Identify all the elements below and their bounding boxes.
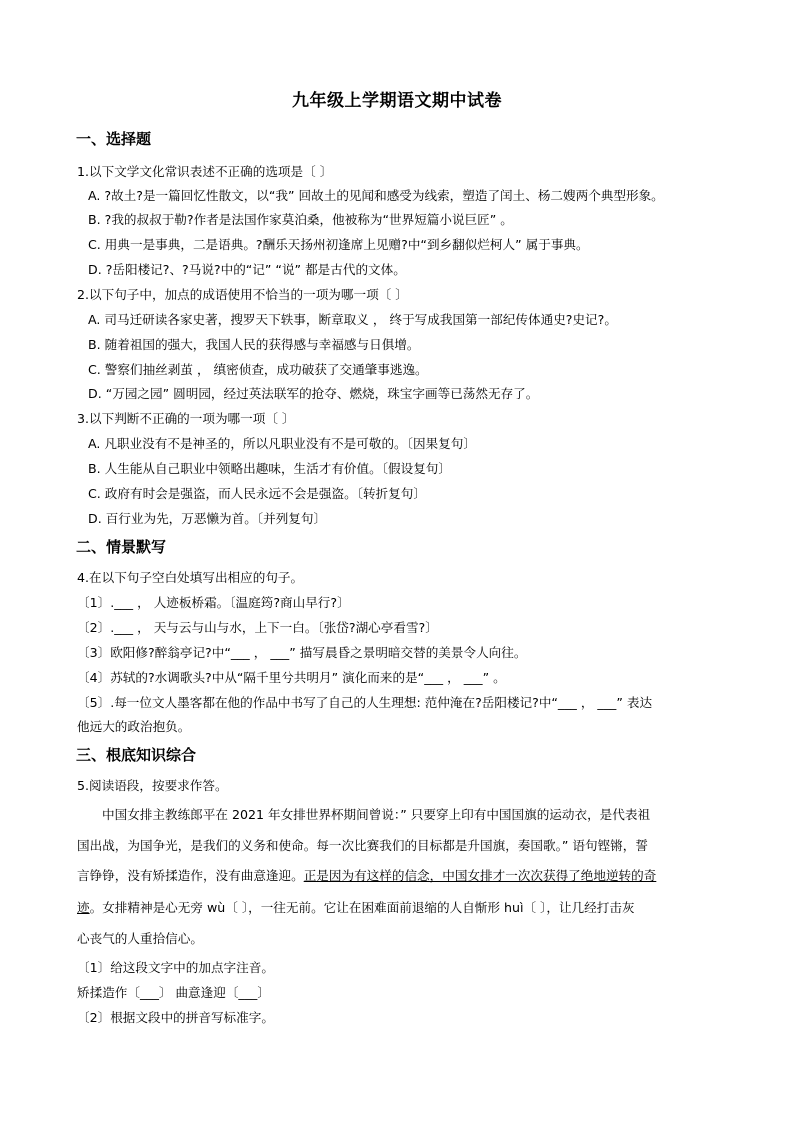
- passage-underlined-sentence: 正是因为有这样的信念，中国女排才一次次获得了绝地逆转的奇: [303, 868, 657, 883]
- question-3-option-a: A. 凡职业没有不是神圣的，所以凡职业没有不是可敬的。〔因果复句〕: [88, 436, 476, 451]
- section-heading-recitation: 二、情景默写: [76, 538, 167, 556]
- passage-line-3: [77, 868, 656, 884]
- question-1-option-d: D. ?岳阳楼记?、?马说?中的“记” “说” 都是古代的文体。: [88, 262, 406, 277]
- question-1-stem: 1.以下文学文化常识表述不正确的选项是〔 〕: [77, 164, 333, 179]
- question-3-option-d: D. 百行业为先，万恶懒为首。〔并列复句〕: [88, 511, 327, 526]
- question-4-item-2: 〔2〕.___ ， 天与云与山与水，上下一白。〔张岱?湖心亭看雪?〕: [77, 620, 438, 635]
- question-2-option-a: A. 司马迁研读各家史著，搜罗天下轶事，断章取义 ， 终于写成我国第一部纪传体通史?史记?。: [88, 312, 617, 327]
- question-3-option-c: C. 政府有时会是强盗，而人民永远不会是强盗。〔转折复句〕: [88, 486, 426, 501]
- passage-line-4-plain: 。女排精神是心无旁 wù〔 〕，一往无前。它让在困难面前退缩的人自惭形 huì〔 〕，让几经打击灰: [89, 900, 635, 915]
- question-3-option-b: B. 人生能从自己职业中领略出趣味，生活才有价值。〔假设复句〕: [88, 461, 451, 476]
- question-5-sub-2: 〔2〕根据文段中的拼音写标准字。: [77, 1010, 274, 1025]
- question-5-sub-1-answers: 矫揉造作〔___〕 曲意逢迎〔___〕: [77, 985, 270, 1000]
- question-2-option-d: D. “万园之园” 圆明园，经过英法联军的抢夺、燃烧，珠宝字画等已荡然无存了。: [88, 386, 539, 401]
- passage-line-1: 中国女排主教练郎平在 2021 年女排世界杯期间曾说：” 只要穿上印有中国国旗的运动衣，是代表祖: [102, 807, 651, 822]
- question-4-stem: 4.在以下句子空白处填写出相应的句子。: [77, 570, 304, 585]
- question-1-option-a: A. ?故土?是一篇回忆性散文，以“我” 回故土的见闻和感受为线索，塑造了闰土、杨二嫂两个典型形象。: [88, 188, 664, 203]
- section-heading-knowledge: 三、根底知识综合: [76, 746, 197, 764]
- question-5-stem: 5.阅读语段，按要求作答。: [77, 778, 228, 793]
- question-2-option-b: B. 随着祖国的强大，我国人民的获得感与幸福感与日俱增。: [88, 337, 420, 352]
- question-3-stem: 3.以下判断不正确的一项为哪一项〔 〕: [77, 411, 295, 426]
- question-1-option-b: B. ?我的叔叔于勒?作者是法国作家莫泊桑，他被称为“世界短篇小说巨匠” 。: [88, 212, 513, 227]
- passage-underlined-end: 迹: [77, 900, 90, 915]
- passage-line-2: 国出战，为国争光，是我们的义务和使命。每一次比赛我们的目标都是升国旗，奏国歌。” 语句铿锵，誓: [77, 838, 648, 853]
- question-1-option-c: C. 用典一是事典，二是语典。?酬乐天扬州初逢席上见赠?中“到乡翻似烂柯人” 属于事典。: [88, 237, 589, 252]
- section-heading-choice: 一、选择题: [76, 130, 152, 148]
- question-4-item-3: 〔3〕欧阳修?醉翁亭记?中“___ ， ___” 描写晨昏之景明暗交替的美景令人向往。: [77, 645, 527, 660]
- question-4-item-5-line-1: 〔5〕.每一位文人墨客都在他的作品中书写了自己的人生理想: 范仲淹在?岳阳楼记?中“___ ， ___” 表达: [77, 695, 653, 710]
- passage-line-4: [77, 900, 635, 916]
- question-5-sub-1: 〔1〕给这段文字中的加点字注音。: [77, 960, 274, 975]
- page-title: 九年级上学期语文期中试卷: [292, 91, 502, 111]
- question-2-stem: 2.以下句子中，加点的成语使用不恰当的一项为哪一项〔 〕: [77, 287, 408, 302]
- question-4-item-4: 〔4〕苏轼的?水调歌头?中从“隔千里兮共明月” 演化而来的是“___ ， ___” 。: [77, 670, 506, 685]
- passage-line-3-plain: 言铮铮，没有矫揉造作，没有曲意逢迎。: [77, 868, 304, 883]
- question-4-item-1: 〔1〕.___ ， 人迹板桥霜。〔温庭筠?商山早行?〕: [77, 595, 350, 610]
- question-4-item-5-line-2: 他远大的政治抱负。: [77, 719, 191, 734]
- question-2-option-c: C. 警察们抽丝剥茧 ， 缜密侦查，成功破获了交通肇事逃逸。: [88, 362, 428, 377]
- passage-line-5: 心丧气的人重拾信心。: [77, 931, 203, 946]
